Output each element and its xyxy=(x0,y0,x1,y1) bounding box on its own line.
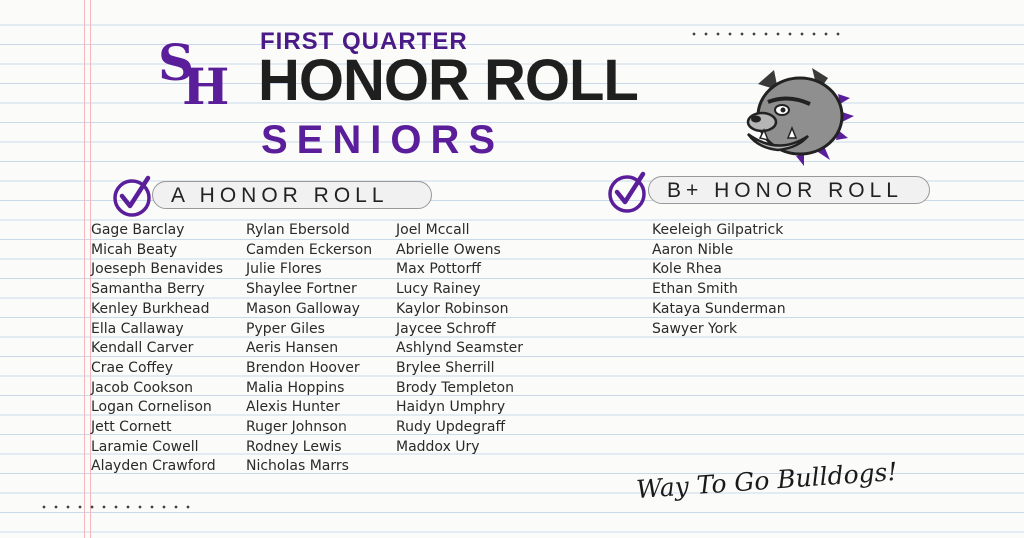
student-name: Haidyn Umphry xyxy=(396,399,506,416)
student-name: Kaylor Robinson xyxy=(396,300,509,317)
student-name: Logan Cornelison xyxy=(91,399,212,416)
student-name: Keeleigh Gilpatrick xyxy=(652,222,784,238)
student-name: Micah Beaty xyxy=(91,241,178,258)
student-name: Malia Hoppins xyxy=(246,379,345,396)
margin-line-left xyxy=(84,0,85,538)
student-name: Rylan Ebersold xyxy=(246,222,350,238)
student-name: Brody Templeton xyxy=(396,379,514,396)
student-name: Mason Galloway xyxy=(246,300,360,317)
student-name: Kendall Carver xyxy=(91,340,194,357)
student-name: Samantha Berry xyxy=(91,281,205,298)
student-name: Rodney Lewis xyxy=(246,438,342,455)
student-name: Brendon Hoover xyxy=(246,359,360,376)
student-name: Joel Mccall xyxy=(396,222,470,238)
student-name: Abrielle Owens xyxy=(396,241,501,258)
a-honor-roll-label: A HONOR ROLL xyxy=(152,181,432,209)
a-honor-roll-column-1 xyxy=(91,221,223,477)
a-honor-roll-column-3 xyxy=(396,221,523,457)
student-name: Brylee Sherrill xyxy=(396,359,495,376)
student-name: Aaron Nible xyxy=(652,241,734,258)
b-honor-roll-column-1 xyxy=(652,221,786,339)
page-title: HONOR ROLL xyxy=(258,48,638,113)
student-name: Ethan Smith xyxy=(652,281,738,298)
student-name: Max Pottorff xyxy=(396,261,481,278)
student-name: Shaylee Fortner xyxy=(246,281,357,298)
student-name: Kataya Sunderman xyxy=(652,300,786,317)
school-logo xyxy=(158,33,229,116)
student-name: Maddox Ury xyxy=(396,438,480,455)
student-name: Gage Barclay xyxy=(91,222,185,238)
student-name: Jaycee Schroff xyxy=(396,320,496,337)
student-name: Joeseph Benavides xyxy=(91,261,224,278)
b-honor-roll-label: B+ HONOR ROLL xyxy=(648,176,930,204)
student-name: Laramie Cowell xyxy=(91,438,199,455)
student-name: Camden Eckerson xyxy=(246,241,373,258)
logo-letter-h: H xyxy=(182,57,224,116)
student-name: Alayden Crawford xyxy=(91,458,216,475)
student-name: Aeris Hansen xyxy=(246,340,339,357)
student-name: Ruger Johnson xyxy=(246,419,347,436)
student-name: Rudy Updegraff xyxy=(396,419,506,436)
student-name: Jett Cornett xyxy=(91,419,172,436)
student-name: Kenley Burkhead xyxy=(91,300,210,317)
student-name: Lucy Rainey xyxy=(396,281,481,298)
dots-decoration-bottom xyxy=(38,505,194,509)
checkmark-circle-icon xyxy=(605,170,649,214)
page-subtitle: FIRST QUARTER xyxy=(260,28,468,55)
student-name: Kole Rhea xyxy=(652,261,722,278)
student-name: Jacob Cookson xyxy=(91,379,194,396)
student-name: Sawyer York xyxy=(652,320,738,337)
student-name: Pyper Giles xyxy=(246,320,325,337)
student-name: Ashlynd Seamster xyxy=(396,340,523,357)
checkmark-circle-icon xyxy=(110,174,154,218)
student-name: Nicholas Marrs xyxy=(246,458,349,475)
student-name: Crae Coffey xyxy=(91,359,174,376)
logo-letter-s: S xyxy=(158,33,189,92)
footer-message: Way To Go Bulldogs! xyxy=(635,456,899,505)
bulldog-mascot-icon xyxy=(738,64,854,168)
a-honor-roll-column-2 xyxy=(246,221,372,477)
dots-decoration-top xyxy=(688,32,844,36)
student-name: Julie Flores xyxy=(246,261,322,278)
student-name: Alexis Hunter xyxy=(246,399,340,416)
student-name: Ella Callaway xyxy=(91,320,184,337)
group-title: SENIORS xyxy=(261,118,505,162)
